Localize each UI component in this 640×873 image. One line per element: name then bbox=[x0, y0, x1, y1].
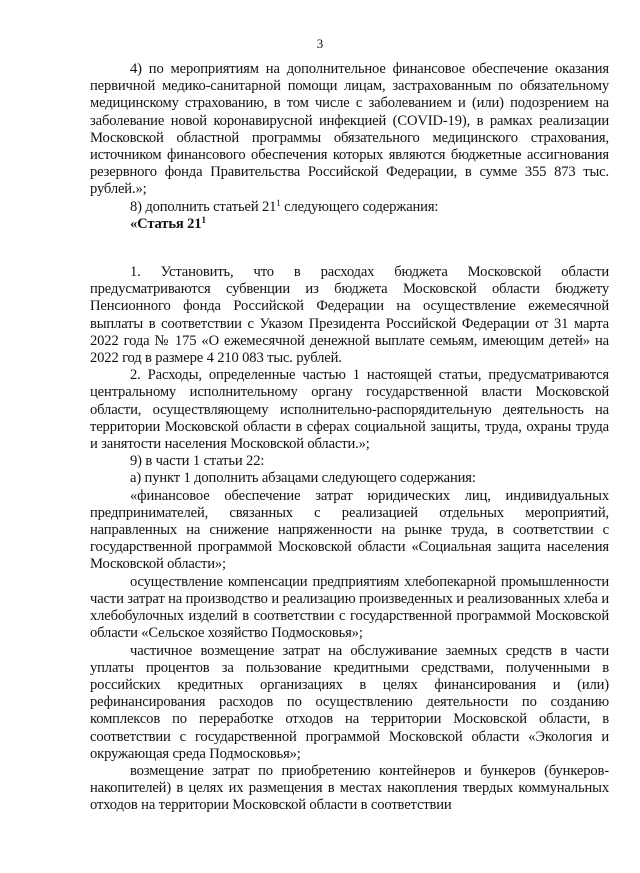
paragraph-containers: возмещение затрат по приобретению контейнеров и бункеров (бункеров-накопителей) в целях их размещения в местах накопления твердых коммунальных отходов на территории Московской области в соответствии bbox=[90, 762, 609, 814]
paragraph-item-8-text: 8) дополнить статьей 21 bbox=[130, 198, 277, 215]
superscript-1: 1 bbox=[276, 197, 281, 208]
paragraph-labor-market: «финансовое обеспечение затрат юридических лиц, индивидуальных предпринимателей, связанных с реализацией отдельных мероприятий, направленных на снижение напряженности на рынке труда, в соответствии с государственной программой Московской области «Социальная защита населения Московской области»; bbox=[90, 487, 609, 573]
paragraph-item-4: 4) по мероприятиям на дополнительное финансовое обеспечение оказания первичной медико-санитарной помощи лицам, застрахованным по обязательному медицинскому страхованию, в том числе с заболеванием и (или) подозрением на заболевание новой коронавирусной инфекцией (COVID-19), в рамках реализации Московской областной программы обязательного медицинского страхования, источником финансового обеспечения которых являются бюджетные ассигнования резервного фонда Правительства Российской Федерации, в сумме 355 873 тыс. рублей.»; bbox=[90, 61, 609, 198]
blank-line bbox=[90, 233, 609, 264]
paragraph-part-2: 2. Расходы, определенные частью 1 настоящей статьи, предусматриваются центральному исполнительному органу государственной власти Московской области, осуществляющему исполнительно-распорядительную деятельность на территории Московской области в сферах социальной защиты, труда, охраны труда и занятости населения Московской области.»; bbox=[90, 367, 609, 453]
article-heading-superscript: 1 bbox=[201, 214, 206, 225]
article-heading bbox=[90, 216, 609, 233]
page-number: 3 bbox=[316, 36, 324, 51]
paragraph-bakery: осуществление компенсации предприятиям хлебопекарной промышленности части затрат на производство и реализацию произведенных и реализованных хлеба и хлебобулочных изделий в соответствии с государственной программой Московской области «Сельское хозяйство Подмосковья»; bbox=[90, 573, 609, 642]
paragraph-item-8-tail: следующего содержания: bbox=[280, 198, 439, 215]
paragraph-part-1: 1. Установить, что в расходах бюджета Московской области предусматриваются субвенции из бюджета Московской области бюджету Пенсионного фонда Российской Федерации на осуществление ежемесячной выплаты в соответствии с Указом Президента Российской Федерации от 31 марта 2022 года № 175 «О ежемесячной денежной выплате семьям, имеющим детей» на 2022 год в размере 4 210 083 тыс. рублей. bbox=[90, 264, 609, 367]
paragraph-item-9: 9) в части 1 статьи 22: bbox=[130, 453, 265, 470]
document-body bbox=[90, 61, 609, 815]
paragraph-waste-processing: частичное возмещение затрат на обслуживание заемных средств в части уплаты процентов за пользование кредитными средствами, полученными в российских кредитных организациях в целях финансирования и (или) рефинансирования расходов по осуществлению деятельности по созданию комплексов по переработке отходов на территории Московской области, в соответствии с государственной программой Московской области «Экология и окружающая среда Подмосковья»; bbox=[90, 642, 609, 762]
paragraph-subitem-a: а) пункт 1 дополнить абзацами следующего содержания: bbox=[130, 470, 476, 487]
paragraph-item-8 bbox=[90, 199, 609, 216]
article-heading-text: «Статья 21 bbox=[130, 215, 202, 232]
